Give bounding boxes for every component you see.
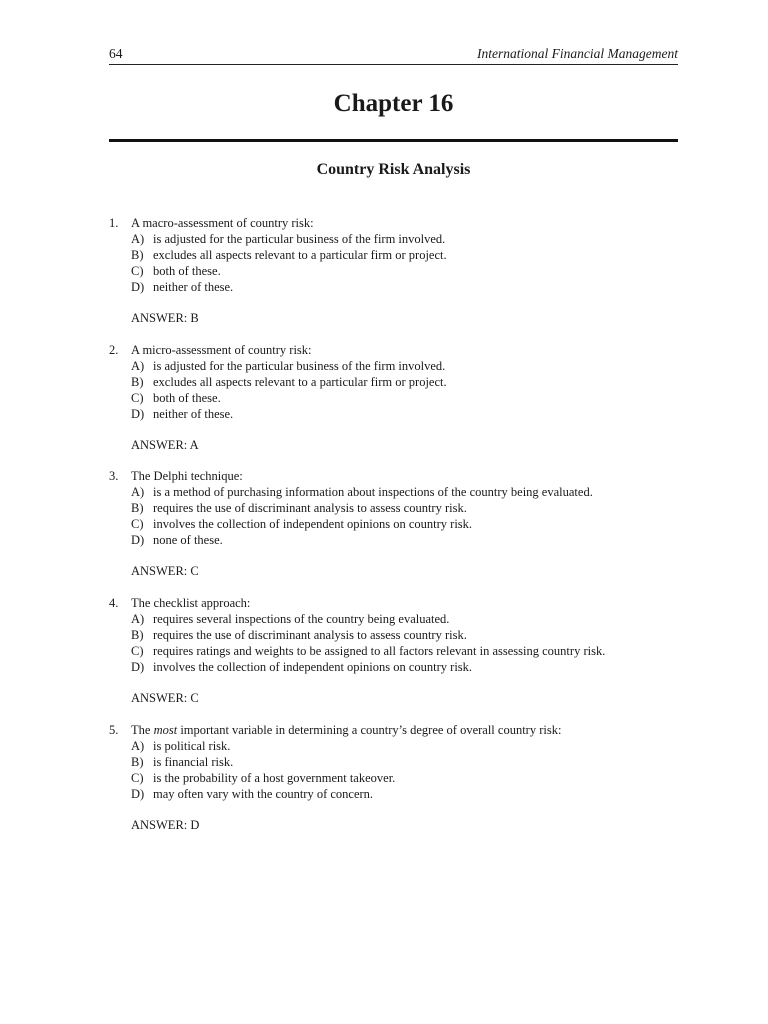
option-text: neither of these. bbox=[153, 407, 234, 421]
option-text: is adjusted for the particular business of the firm involved. bbox=[153, 232, 446, 246]
page-number: 64 bbox=[109, 46, 123, 61]
option-label: D) bbox=[131, 280, 145, 294]
option-list bbox=[109, 358, 678, 422]
option-label: D) bbox=[131, 660, 145, 674]
option-label: D) bbox=[131, 533, 145, 547]
option-d bbox=[131, 786, 678, 802]
option-d bbox=[131, 532, 678, 548]
option-text: is the probability of a host government takeover. bbox=[153, 771, 396, 785]
option-text: involves the collection of independent opinions on country risk. bbox=[153, 660, 473, 674]
stem-emphasis: most bbox=[153, 723, 178, 737]
stem-text: The Delphi technique: bbox=[131, 469, 243, 483]
question-number: 4. bbox=[109, 596, 119, 610]
option-a bbox=[131, 611, 678, 627]
option-text: is political risk. bbox=[153, 739, 231, 753]
option-a bbox=[131, 231, 678, 247]
option-list bbox=[109, 484, 678, 548]
option-b bbox=[131, 754, 678, 770]
stem-text-tail: important variable in determining a country’s degree of overall country risk: bbox=[177, 723, 562, 737]
option-list bbox=[109, 611, 678, 675]
option-text: is financial risk. bbox=[153, 755, 234, 769]
section-title: Country Risk Analysis bbox=[316, 161, 471, 178]
question-4 bbox=[109, 595, 678, 706]
option-text: none of these. bbox=[153, 533, 223, 547]
option-text: involves the collection of independent opinions on country risk. bbox=[153, 517, 473, 531]
option-text: requires the use of discriminant analysis to assess country risk. bbox=[153, 628, 467, 642]
question-stem bbox=[109, 595, 678, 611]
option-label: A) bbox=[131, 359, 145, 373]
option-d bbox=[131, 406, 678, 422]
option-label: D) bbox=[131, 407, 145, 421]
option-text: both of these. bbox=[153, 264, 221, 278]
option-list bbox=[109, 231, 678, 295]
option-label: B) bbox=[131, 248, 144, 262]
option-label: B) bbox=[131, 501, 144, 515]
chapter-rule bbox=[109, 139, 678, 142]
option-label: A) bbox=[131, 232, 145, 246]
question-number: 3. bbox=[109, 469, 119, 483]
option-c bbox=[131, 516, 678, 532]
option-label: B) bbox=[131, 375, 144, 389]
option-label: A) bbox=[131, 739, 145, 753]
option-text: is a method of purchasing information about inspections of the country being evaluated. bbox=[153, 485, 593, 499]
option-label: B) bbox=[131, 755, 144, 769]
option-b bbox=[131, 500, 678, 516]
option-c bbox=[131, 643, 678, 659]
option-text: requires the use of discriminant analysis to assess country risk. bbox=[153, 501, 467, 515]
option-label: A) bbox=[131, 485, 145, 499]
option-b bbox=[131, 374, 678, 390]
option-label: C) bbox=[131, 644, 144, 658]
question-1 bbox=[109, 215, 678, 326]
running-title: International Financial Management bbox=[477, 46, 678, 61]
option-a bbox=[131, 358, 678, 374]
option-text: both of these. bbox=[153, 391, 221, 405]
option-c bbox=[131, 390, 678, 406]
question-stem bbox=[109, 215, 678, 231]
question-3 bbox=[109, 468, 678, 579]
answer-line: ANSWER: A bbox=[131, 438, 199, 452]
option-text: neither of these. bbox=[153, 280, 234, 294]
option-a bbox=[131, 738, 678, 754]
question-stem bbox=[109, 722, 678, 738]
option-text: requires several inspections of the country being evaluated. bbox=[153, 612, 450, 626]
option-d bbox=[131, 659, 678, 675]
option-text: is adjusted for the particular business of the firm involved. bbox=[153, 359, 446, 373]
stem-text: The bbox=[131, 723, 154, 737]
page-header bbox=[109, 46, 678, 65]
stem-text: A micro-assessment of country risk: bbox=[131, 343, 312, 357]
option-label: C) bbox=[131, 264, 144, 278]
option-label: C) bbox=[131, 517, 144, 531]
answer-line: ANSWER: C bbox=[131, 564, 199, 578]
question-number: 2. bbox=[109, 343, 119, 357]
option-text: excludes all aspects relevant to a particular firm or project. bbox=[153, 375, 447, 389]
option-label: C) bbox=[131, 771, 144, 785]
option-label: A) bbox=[131, 612, 145, 626]
question-number: 5. bbox=[109, 723, 119, 737]
option-c bbox=[131, 770, 678, 786]
answer-line: ANSWER: D bbox=[131, 818, 200, 832]
option-list bbox=[109, 738, 678, 802]
option-text: requires ratings and weights to be assigned to all factors relevant in assessing country risk. bbox=[153, 644, 606, 658]
stem-text: A macro-assessment of country risk: bbox=[131, 216, 314, 230]
option-label: C) bbox=[131, 391, 144, 405]
stem-text: The checklist approach: bbox=[131, 596, 251, 610]
option-c bbox=[131, 263, 678, 279]
option-text: excludes all aspects relevant to a particular firm or project. bbox=[153, 248, 447, 262]
option-label: B) bbox=[131, 628, 144, 642]
option-d bbox=[131, 279, 678, 295]
question-2 bbox=[109, 342, 678, 453]
question-stem bbox=[109, 342, 678, 358]
chapter-title: Chapter 16 bbox=[333, 90, 454, 117]
answer-line: ANSWER: B bbox=[131, 311, 199, 325]
option-text: may often vary with the country of concern. bbox=[153, 787, 374, 801]
option-b bbox=[131, 627, 678, 643]
option-label: D) bbox=[131, 787, 145, 801]
question-number: 1. bbox=[109, 216, 119, 230]
answer-line: ANSWER: C bbox=[131, 691, 199, 705]
question-5 bbox=[109, 722, 678, 833]
option-b bbox=[131, 247, 678, 263]
question-stem bbox=[109, 468, 678, 484]
option-a bbox=[131, 484, 678, 500]
